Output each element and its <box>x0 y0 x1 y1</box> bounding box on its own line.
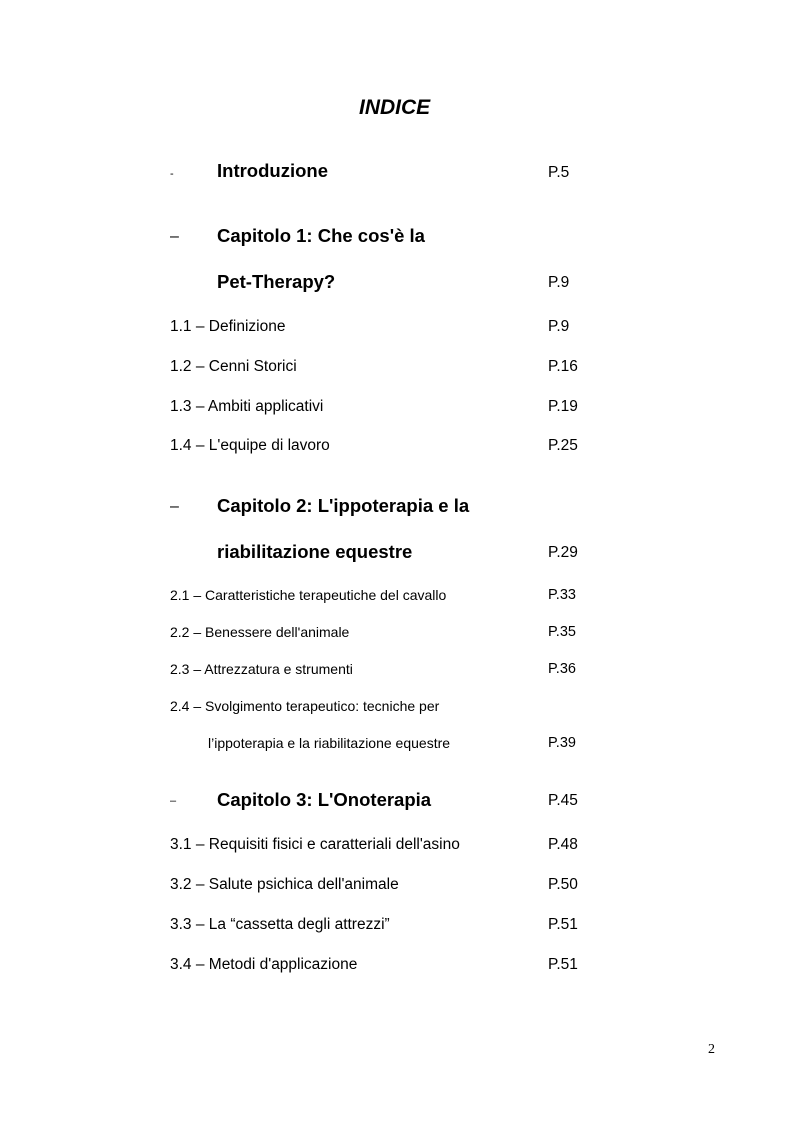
section-3-3-page: P.51 <box>548 916 578 933</box>
section-3-3-label: 3.3 – La “cassetta degli attrezzi” <box>170 916 390 933</box>
intro-dash: - <box>170 168 174 180</box>
section-1-2-page: P.16 <box>548 358 578 375</box>
page-number: 2 <box>708 1042 715 1057</box>
section-2-4-page: P.39 <box>548 735 576 751</box>
section-3-4-page: P.51 <box>548 956 578 973</box>
section-1-1-page: P.9 <box>548 318 570 335</box>
section-2-4-label-continued: l’ippoterapia e la riabilitazione equestre <box>208 735 451 751</box>
chapter1-title-line2: Pet-Therapy? <box>217 271 336 292</box>
section-1-4-page: P.25 <box>548 437 578 454</box>
intro-page: P.5 <box>548 164 570 181</box>
chapter3-dash: – <box>170 795 177 807</box>
section-3-2-label: 3.2 – Salute psichica dell'animale <box>170 876 399 893</box>
section-2-4-label: 2.4 – Svolgimento terapeutico: tecniche per <box>170 698 440 714</box>
section-1-4-label: 1.4 – L'equipe di lavoro <box>170 437 330 454</box>
chapter3-page: P.45 <box>548 792 578 809</box>
chapter2-title-line1: Capitolo 2: L'ippoterapia e la <box>217 495 470 516</box>
section-3-1-page: P.48 <box>548 836 578 853</box>
chapter2-title-line2: riabilitazione equestre <box>217 541 413 562</box>
chapter1-title-line1: Capitolo 1: Che cos'è la <box>217 225 425 246</box>
intro-title: Introduzione <box>217 160 328 181</box>
section-3-1-label: 3.1 – Requisiti fisici e caratteriali dell'asino <box>170 836 460 853</box>
section-2-1-page: P.33 <box>548 587 576 603</box>
section-3-2-page: P.50 <box>548 876 578 893</box>
section-2-1-label: 2.1 – Caratteristiche terapeutiche del cavallo <box>170 587 447 603</box>
chapter1-page: P.9 <box>548 274 570 291</box>
section-2-2-page: P.35 <box>548 624 576 640</box>
section-3-4-label: 3.4 – Metodi d'applicazione <box>170 956 358 973</box>
chapter2-dash: – <box>170 498 179 515</box>
section-1-3-label: 1.3 – Ambiti applicativi <box>170 398 324 415</box>
section-1-2-label: 1.2 – Cenni Storici <box>170 358 297 375</box>
section-1-3-page: P.19 <box>548 398 578 415</box>
section-1-1-label: 1.1 – Definizione <box>170 318 286 335</box>
chapter3-title: Capitolo 3: L'Onoterapia <box>217 789 432 810</box>
section-2-3-page: P.36 <box>548 661 576 677</box>
section-2-2-label: 2.2 – Benessere dell'animale <box>170 624 350 640</box>
page-title: INDICE <box>359 96 431 119</box>
section-2-3-label: 2.3 – Attrezzatura e strumenti <box>170 661 353 677</box>
chapter1-dash: – <box>170 228 179 245</box>
chapter2-page: P.29 <box>548 544 578 561</box>
